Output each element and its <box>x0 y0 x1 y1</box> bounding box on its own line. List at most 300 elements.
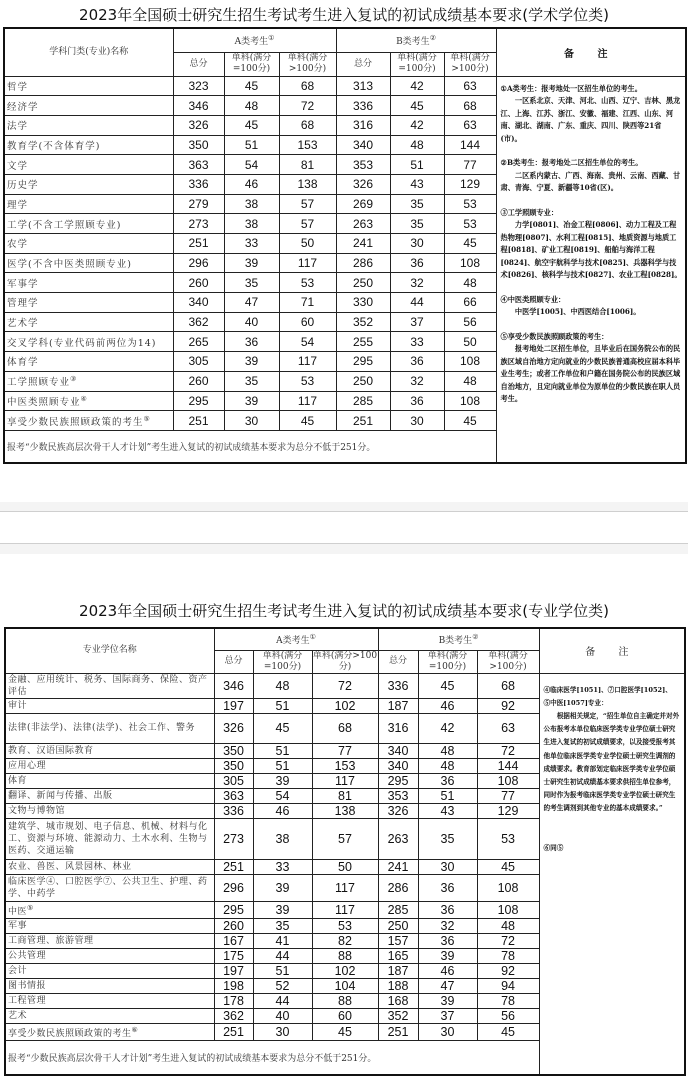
cell-a-single-gt100: 117 <box>312 773 378 788</box>
row-name <box>4 273 173 293</box>
cell-a-single-gt100: 45 <box>279 411 336 431</box>
cell-b-single-100: 47 <box>418 978 477 993</box>
cell-b-single-gt100: 53 <box>444 214 496 234</box>
row-name-text: 管理学 <box>7 298 39 310</box>
table-row <box>5 673 685 698</box>
cell-a-single-100: 51 <box>253 758 312 773</box>
cell-b-total: 316 <box>336 115 390 135</box>
cell-b-single-100: 48 <box>418 758 477 773</box>
cell-b-total: 286 <box>336 253 390 273</box>
cell-b-single-gt100: 108 <box>444 352 496 372</box>
cell-a-single-100: 39 <box>224 391 279 411</box>
cell-b-total: 269 <box>336 194 390 214</box>
cell-b-single-gt100: 77 <box>444 155 496 175</box>
cell-a-total: 260 <box>173 371 224 391</box>
row-name <box>4 371 173 391</box>
header-a-single-gt100: 单科(满分>100分) <box>312 650 378 672</box>
cell-a-single-100: 39 <box>253 901 312 918</box>
cell-a-single-gt100: 53 <box>279 273 336 293</box>
table-row <box>4 76 686 96</box>
note-line: ④临床医学[1051]、⑦口腔医学[1052]、 <box>543 685 672 694</box>
cell-b-total: 250 <box>336 273 390 293</box>
cell-a-single-gt100: 117 <box>279 352 336 372</box>
row-name-text: 历史学 <box>7 180 39 192</box>
cell-b-total: 340 <box>336 135 390 155</box>
row-name <box>4 135 173 155</box>
row-name-text: 体育学 <box>7 357 39 369</box>
cell-b-single-100: 30 <box>390 411 444 431</box>
cell-b-single-100: 45 <box>390 96 444 116</box>
cell-b-single-gt100: 45 <box>477 1023 539 1040</box>
cell-a-single-gt100: 68 <box>279 115 336 135</box>
header-group-b: B类考生② <box>378 628 539 650</box>
note-item <box>501 83 683 146</box>
cell-b-single-100: 35 <box>390 214 444 234</box>
row-name-text: 艺术 <box>8 1010 28 1021</box>
header-group-b: B类考生② <box>336 28 496 52</box>
cell-a-total: 260 <box>214 918 253 933</box>
cell-a-single-100: 44 <box>253 948 312 963</box>
row-name-text: 工商管理、旅游管理 <box>8 935 94 946</box>
cell-b-single-gt100: 92 <box>477 698 539 713</box>
cell-a-single-100: 35 <box>224 371 279 391</box>
footnote-marker: ⑥ <box>131 1025 139 1034</box>
cell-a-total: 198 <box>214 978 253 993</box>
row-name-text: 公共管理 <box>8 950 47 961</box>
cell-b-single-100: 42 <box>390 115 444 135</box>
cell-a-single-100: 30 <box>224 411 279 431</box>
cell-a-total: 251 <box>173 411 224 431</box>
cell-b-single-gt100: 129 <box>477 803 539 818</box>
row-name-text: 审计 <box>8 700 28 711</box>
cell-a-single-gt100: 53 <box>312 918 378 933</box>
cell-a-total: 346 <box>173 96 224 116</box>
cell-b-single-100: 42 <box>390 76 444 96</box>
cell-a-total: 326 <box>173 115 224 135</box>
cell-a-total: 305 <box>173 352 224 372</box>
cell-b-total: 241 <box>378 859 418 874</box>
cell-b-total: 336 <box>378 673 418 698</box>
header-name-col: 专业学位名称 <box>5 628 214 673</box>
footnote-text: 报考“少数民族高层次骨干人才计划”考生进入复试的初试成绩基本要求为总分不低于251分。 <box>4 430 496 463</box>
row-name-text: 法律(非法学)、法律(法学)、社会工作、警务 <box>8 723 196 733</box>
cell-a-single-gt100: 57 <box>279 214 336 234</box>
row-name <box>5 743 214 758</box>
cell-b-single-gt100: 48 <box>444 273 496 293</box>
professional-degree-table <box>4 627 686 1076</box>
cell-a-single-gt100: 117 <box>279 253 336 273</box>
cell-a-single-100: 44 <box>253 993 312 1008</box>
row-name-text: 体育 <box>8 775 28 786</box>
cell-a-single-gt100: 77 <box>312 743 378 758</box>
row-name <box>4 76 173 96</box>
cell-b-total: 340 <box>378 758 418 773</box>
cell-b-single-gt100: 53 <box>444 194 496 214</box>
row-name-text: 艺术学 <box>7 318 39 330</box>
cell-b-single-gt100: 45 <box>444 411 496 431</box>
row-name <box>4 194 173 214</box>
cell-a-single-100: 51 <box>253 743 312 758</box>
cell-a-single-gt100: 117 <box>312 874 378 901</box>
header-notes: 备 注 <box>539 628 685 673</box>
cell-a-single-gt100: 45 <box>312 1023 378 1040</box>
header-b-single-gt100: 单科(满分>100分) <box>444 52 496 76</box>
cell-a-total: 346 <box>214 673 253 698</box>
row-name <box>4 352 173 372</box>
row-name-text: 图书情报 <box>8 980 47 991</box>
cell-b-total: 187 <box>378 963 418 978</box>
row-name <box>5 859 214 874</box>
row-name-text: 军事 <box>8 920 28 931</box>
cell-b-single-gt100: 63 <box>477 713 539 743</box>
cell-b-single-100: 36 <box>418 933 477 948</box>
cell-b-single-100: 44 <box>390 293 444 313</box>
cell-a-total: 251 <box>214 1023 253 1040</box>
cell-a-total: 296 <box>173 253 224 273</box>
cell-a-single-gt100: 72 <box>279 96 336 116</box>
row-name <box>5 1008 214 1023</box>
cell-b-single-gt100: 66 <box>444 293 496 313</box>
cell-b-total: 263 <box>336 214 390 234</box>
cell-a-single-gt100: 57 <box>279 194 336 214</box>
cell-b-single-100: 43 <box>418 803 477 818</box>
row-name <box>5 933 214 948</box>
row-name <box>4 312 173 332</box>
cell-b-single-100: 43 <box>390 174 444 194</box>
cell-a-single-100: 52 <box>253 978 312 993</box>
cell-a-total: 175 <box>214 948 253 963</box>
cell-a-single-100: 51 <box>253 698 312 713</box>
cell-a-total: 273 <box>214 818 253 859</box>
cell-a-single-gt100: 53 <box>279 371 336 391</box>
row-name-text: 建筑学、城市规划、电子信息、机械、材料与化工、资源与环境、能源动力、土木水利、生物与医药、交通运输 <box>8 821 208 856</box>
cell-b-total: 340 <box>378 743 418 758</box>
cell-b-single-gt100: 72 <box>477 933 539 948</box>
cell-b-total: 336 <box>336 96 390 116</box>
row-name <box>5 713 214 743</box>
row-name-text: 教育学(不含体育学) <box>7 140 101 152</box>
row-name <box>4 332 173 352</box>
cell-b-single-100: 36 <box>390 253 444 273</box>
row-name <box>4 174 173 194</box>
note-body: 根据相关规定，“招生单位自主确定并对外公布报考本单位临床医学类专业学位硕士研究生进入复试的初试成绩要求，以及接受报考其他单位临床医学类专业学位硕士研究生调剂的成绩要求。教育部划定临床医学类专业学位硕士研究生初试成绩基本要求供招生单位参考，同时作为报考临床医学类专业学位硕士研究生的考生调剂到其他专业的基本成绩要求。” <box>543 711 680 813</box>
cell-b-single-100: 33 <box>390 332 444 352</box>
cell-a-single-gt100: 57 <box>312 818 378 859</box>
cell-b-single-gt100: 77 <box>477 788 539 803</box>
cell-b-total: 295 <box>378 773 418 788</box>
row-name-text: 文物与博物馆 <box>8 805 66 816</box>
cell-a-single-gt100: 153 <box>279 135 336 155</box>
row-name-text: 哲学 <box>7 81 29 93</box>
cell-a-total: 279 <box>173 194 224 214</box>
cell-a-total: 326 <box>214 713 253 743</box>
cell-b-single-100: 51 <box>418 788 477 803</box>
note-head: ②B类考生：报考地处二区招生单位的考生。 <box>500 158 643 167</box>
note-head: ④中医类照顾专业： <box>500 294 566 304</box>
row-name-text: 交叉学科(专业代码前两位为14) <box>7 337 157 349</box>
row-name <box>4 214 173 234</box>
cell-b-single-100: 35 <box>390 194 444 214</box>
table1-title: 2023年全国硕士研究生招生考试考生进入复试的初试成绩基本要求(学术学位类) <box>79 6 609 24</box>
cell-a-total: 350 <box>214 758 253 773</box>
cell-b-single-100: 35 <box>418 818 477 859</box>
cell-b-total: 326 <box>378 803 418 818</box>
cell-b-single-gt100: 92 <box>477 963 539 978</box>
row-name <box>5 963 214 978</box>
cell-a-single-100: 39 <box>253 874 312 901</box>
cell-a-single-100: 33 <box>253 859 312 874</box>
cell-b-single-gt100: 48 <box>477 918 539 933</box>
row-name-text: 法学 <box>7 121 29 133</box>
row-name-text: 医学(不含中医类照顾专业) <box>7 259 132 271</box>
note-head: ①A类考生：报考地处一区招生单位的考生。 <box>500 83 642 93</box>
row-name-text: 工程管理 <box>8 995 47 1006</box>
cell-a-single-100: 40 <box>253 1008 312 1023</box>
cell-b-single-100: 37 <box>418 1008 477 1023</box>
cell-b-total: 251 <box>336 411 390 431</box>
cell-b-single-gt100: 56 <box>477 1008 539 1023</box>
cell-b-total: 250 <box>336 371 390 391</box>
cell-b-single-gt100: 45 <box>477 859 539 874</box>
header-b-total: 总分 <box>336 52 390 76</box>
table2-title: 2023年全国硕士研究生招生考试考生进入复试的初试成绩基本要求(专业学位类) <box>79 602 609 620</box>
cell-a-single-100: 46 <box>253 803 312 818</box>
cell-a-single-gt100: 71 <box>279 293 336 313</box>
cell-b-total: 263 <box>378 818 418 859</box>
cell-a-single-100: 54 <box>253 788 312 803</box>
row-name-text: 中医 <box>8 906 28 917</box>
cell-b-total: 352 <box>378 1008 418 1023</box>
header-a-single-100: 单科(满分=100分) <box>253 650 312 673</box>
cell-a-single-100: 41 <box>253 933 312 948</box>
cell-b-single-gt100: 94 <box>477 978 539 993</box>
row-name <box>5 1023 214 1040</box>
cell-b-total: 353 <box>336 155 390 175</box>
cell-a-single-100: 45 <box>224 115 279 135</box>
cell-b-total: 313 <box>336 76 390 96</box>
cell-a-single-100: 48 <box>224 96 279 116</box>
cell-a-single-100: 36 <box>224 332 279 352</box>
cell-a-single-100: 39 <box>224 253 279 273</box>
footnote-text: 报考“少数民族高层次骨干人才计划”考生进入复试的初试成绩基本要求为总分不低于251分。 <box>5 1040 539 1075</box>
cell-a-total: 305 <box>214 773 253 788</box>
cell-a-single-100: 35 <box>253 918 312 933</box>
footnote-marker: ⑤ <box>27 903 34 912</box>
header-b-single-100: 单科(满分=100分) <box>390 52 444 76</box>
cell-a-single-100: 33 <box>224 234 279 254</box>
cell-a-total: 340 <box>173 293 224 313</box>
cell-b-single-gt100: 78 <box>477 993 539 1008</box>
cell-b-single-100: 46 <box>418 963 477 978</box>
cell-b-single-100: 45 <box>418 673 477 698</box>
academic-degree-table <box>3 27 687 464</box>
cell-a-single-100: 40 <box>224 312 279 332</box>
cell-a-single-gt100: 117 <box>279 391 336 411</box>
cell-b-single-gt100: 108 <box>444 253 496 273</box>
cell-b-total: 251 <box>378 1023 418 1040</box>
cell-a-total: 362 <box>214 1008 253 1023</box>
note-item <box>501 331 683 406</box>
cell-b-single-gt100: 48 <box>444 371 496 391</box>
row-name <box>4 391 173 411</box>
row-name-text: 理学 <box>7 199 29 211</box>
cell-a-single-gt100: 117 <box>312 901 378 918</box>
note-item <box>501 157 683 195</box>
cell-a-single-gt100: 138 <box>312 803 378 818</box>
note-body: 报考地处二区招生单位，且毕业后在国务院公布的民族区域自治地方定向就业的少数民族普通高校应届本科毕业生考生；或者工作单位和户籍在国务院公布的民族区域自治地方，且定向就业单位为原单位的少数民族在职人员考生。 <box>500 344 681 403</box>
footnote-marker: ③ <box>70 375 78 383</box>
cell-a-single-100: 35 <box>224 273 279 293</box>
cell-a-single-gt100: 54 <box>279 332 336 352</box>
note-body: 二区系内蒙古、广西、海南、贵州、云南、西藏、甘肃、青海、宁夏、新疆等10省(区)。 <box>500 170 681 192</box>
row-name <box>4 115 173 135</box>
row-name-text: 会计 <box>8 965 28 976</box>
cell-a-total: 251 <box>214 859 253 874</box>
notes-cell <box>539 673 685 1075</box>
row-name-text: 农学 <box>7 239 29 251</box>
row-name-text: 农业、兽医、风景园林、林业 <box>8 861 132 872</box>
cell-a-single-100: 51 <box>253 963 312 978</box>
cell-b-single-100: 39 <box>418 948 477 963</box>
row-name <box>5 948 214 963</box>
row-name <box>5 803 214 818</box>
cell-a-single-gt100: 102 <box>312 963 378 978</box>
cell-b-single-100: 36 <box>418 901 477 918</box>
cell-a-single-100: 30 <box>253 1023 312 1040</box>
row-name-text: 翻译、新闻与传播、出版 <box>8 790 113 801</box>
cell-b-total: 330 <box>336 293 390 313</box>
row-name <box>4 96 173 116</box>
cell-b-single-100: 36 <box>418 773 477 788</box>
cell-b-single-100: 48 <box>390 135 444 155</box>
cell-a-single-gt100: 88 <box>312 948 378 963</box>
cell-b-single-100: 36 <box>418 874 477 901</box>
cell-a-single-100: 39 <box>224 352 279 372</box>
cell-b-single-gt100: 108 <box>477 874 539 901</box>
cell-b-total: 241 <box>336 234 390 254</box>
header-b-single-100: 单科(满分=100分) <box>418 650 477 673</box>
cell-a-single-gt100: 60 <box>312 1008 378 1023</box>
cell-a-total: 336 <box>214 803 253 818</box>
cell-a-total: 296 <box>214 874 253 901</box>
cell-a-single-100: 48 <box>253 673 312 698</box>
note-line: ⑥同⑤ <box>543 843 564 852</box>
cell-b-total: 316 <box>378 713 418 743</box>
cell-a-total: 350 <box>173 135 224 155</box>
row-name-text: 中医类照顾专业 <box>7 396 81 408</box>
cell-a-single-gt100: 81 <box>279 155 336 175</box>
note-line: ⑤中医[1057]专业： <box>543 698 608 707</box>
note-body: 中医学[1005]、中西医结合[1006]。 <box>514 307 641 316</box>
note-head: ⑤享受少数民族照顾政策的考生： <box>500 331 609 341</box>
cell-a-single-gt100: 50 <box>312 859 378 874</box>
cell-b-single-gt100: 50 <box>444 332 496 352</box>
header-group-a: A类考生① <box>214 628 378 650</box>
header-b-single-gt100: 单科(满分>100分) <box>477 650 539 673</box>
header-a-single-100: 单科(满分=100分) <box>224 52 279 76</box>
cell-a-single-100: 38 <box>224 194 279 214</box>
header-b-total: 总分 <box>378 650 418 673</box>
row-name <box>5 993 214 1008</box>
row-name-text: 工学(不含工学照顾专业) <box>7 219 122 231</box>
cell-a-total: 273 <box>173 214 224 234</box>
row-name-text: 文学 <box>7 160 29 172</box>
cell-b-single-100: 30 <box>418 1023 477 1040</box>
cell-b-single-gt100: 72 <box>477 743 539 758</box>
row-name <box>4 155 173 175</box>
cell-b-single-100: 30 <box>390 234 444 254</box>
cell-b-single-100: 46 <box>418 698 477 713</box>
cell-a-single-100: 47 <box>224 293 279 313</box>
row-name-text: 应用心理 <box>8 760 47 771</box>
cell-b-single-gt100: 108 <box>477 773 539 788</box>
row-name <box>4 234 173 254</box>
cell-a-total: 265 <box>173 332 224 352</box>
row-name <box>5 673 214 698</box>
cell-b-single-100: 51 <box>390 155 444 175</box>
footnote-marker: ⑤ <box>143 414 151 423</box>
cell-a-single-100: 38 <box>224 214 279 234</box>
cell-a-single-gt100: 153 <box>312 758 378 773</box>
row-name <box>5 773 214 788</box>
page-separator-bottom <box>0 543 688 554</box>
header-name-col: 学科门类(专业)名称 <box>4 28 173 76</box>
note-body: 力学[0801]、冶金工程[0806]、动力工程及工程热物理[0807]、水利工程[0815]、地质资源与地质工程[0818]、矿业工程[0819]、船舶与海洋工程[0824]、航空宇航科学与技术[0825]、兵器科学与技术[0826]、核科学与技术[0827]、农业工程[0828]。 <box>500 220 682 279</box>
row-name-text: 经济学 <box>7 101 39 113</box>
row-name <box>4 253 173 273</box>
row-name <box>5 758 214 773</box>
row-name <box>5 698 214 713</box>
cell-a-single-gt100: 68 <box>312 713 378 743</box>
cell-b-total: 352 <box>336 312 390 332</box>
cell-b-single-gt100: 144 <box>444 135 496 155</box>
cell-a-total: 197 <box>214 963 253 978</box>
note-body: 一区系北京、天津、河北、山西、辽宁、吉林、黑龙江、上海、江苏、浙江、安徽、福建、江西、山东、河南、湖北、湖南、广东、重庆、四川、陕西等21省(市)。 <box>500 96 681 143</box>
cell-a-total: 336 <box>173 174 224 194</box>
cell-a-single-100: 46 <box>224 174 279 194</box>
cell-b-total: 157 <box>378 933 418 948</box>
cell-b-total: 295 <box>336 352 390 372</box>
cell-a-total: 251 <box>173 234 224 254</box>
cell-a-single-gt100: 60 <box>279 312 336 332</box>
cell-b-single-gt100: 144 <box>477 758 539 773</box>
cell-a-single-gt100: 50 <box>279 234 336 254</box>
cell-a-single-gt100: 68 <box>279 76 336 96</box>
header-group-a: A类考生① <box>173 28 336 52</box>
row-name <box>4 411 173 431</box>
cell-b-total: 165 <box>378 948 418 963</box>
cell-a-single-gt100: 82 <box>312 933 378 948</box>
footnote-marker: ④ <box>80 394 88 403</box>
cell-b-total: 188 <box>378 978 418 993</box>
page-separator-top <box>0 502 688 512</box>
cell-a-total: 363 <box>173 155 224 175</box>
row-name <box>5 818 214 859</box>
row-name <box>5 874 214 901</box>
cell-b-total: 326 <box>336 174 390 194</box>
row-name-text: 临床医学④、口腔医学⑦、公共卫生、护理、药学、中药学 <box>8 876 208 899</box>
cell-b-single-100: 39 <box>418 993 477 1008</box>
cell-a-single-gt100: 104 <box>312 978 378 993</box>
cell-a-single-gt100: 72 <box>312 673 378 698</box>
cell-b-single-gt100: 68 <box>444 96 496 116</box>
cell-a-single-gt100: 81 <box>312 788 378 803</box>
row-name <box>5 788 214 803</box>
cell-a-total: 167 <box>214 933 253 948</box>
cell-a-total: 363 <box>214 788 253 803</box>
cell-a-single-100: 38 <box>253 818 312 859</box>
row-name-text: 军事学 <box>7 278 39 290</box>
